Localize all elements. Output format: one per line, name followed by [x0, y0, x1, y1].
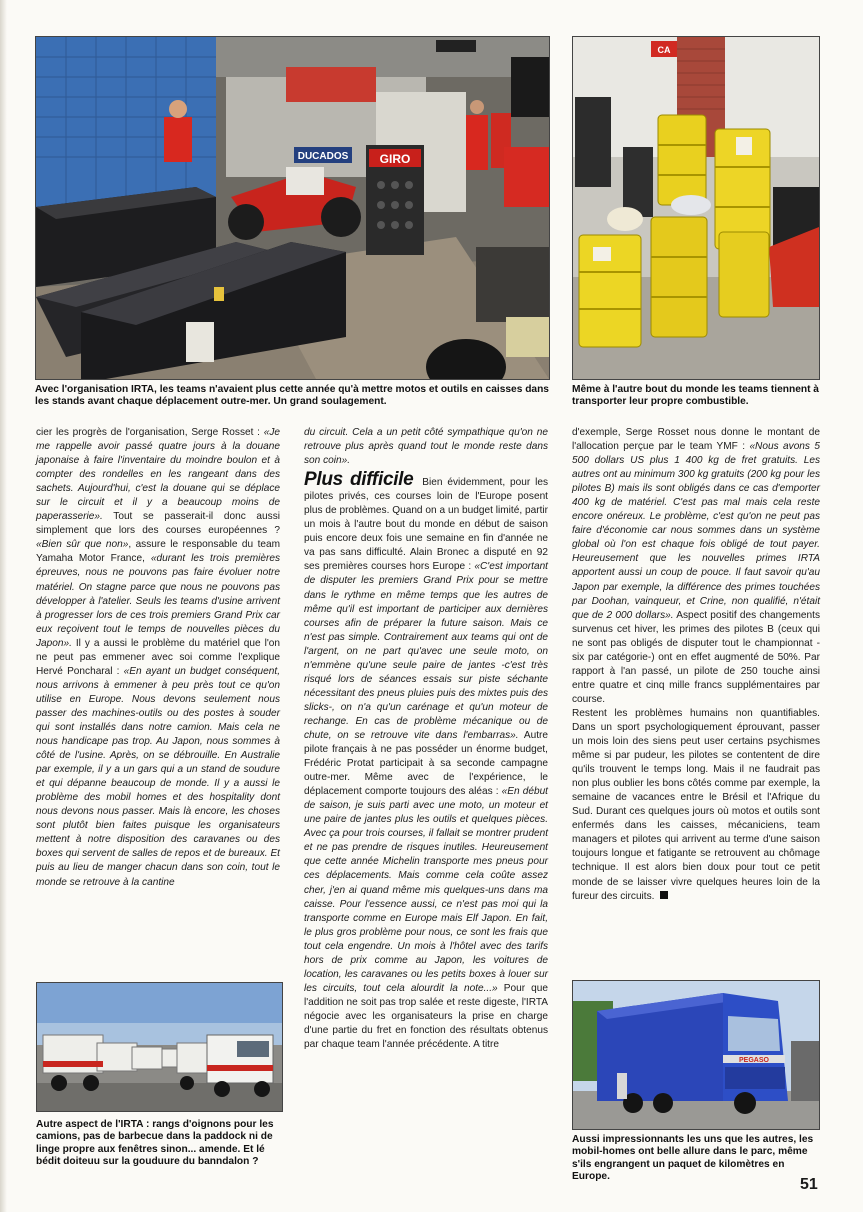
column-3-p2-text: Restent les problèmes humains non quantifiables. Dans un sport psychologiquement éprouvant, passer un mois loin des siens peut user certains psychismes même si par pudeur, les pilotes se contentent de dire qu'ils trouvent le temps long. Mais il ne faudrait pas non plus oublier les bons côtés comme par exemple, la semaine de vacances entre le Brésil et l'Afrique du Sud. Durant ces quelques jours où motos et outils sont enfermés dans les caisses, mécaniciens, team managers et pilotes qui arrivent au terme d'une saison toujours longue et fatigante se retrouvent au chômage technique. Il est alors bien doux pour tout ce petit monde de se laisser vivre quelques heures loin de la fureur des circuits.	[572, 707, 820, 902]
col3-run: d'exemple, Serge Rosset nous donne le montant de l'allocation perçue par le team YMF :	[572, 427, 820, 453]
article-column-1	[36, 426, 280, 890]
col1-run: «Je me rappelle avoir passé quatre jours à la douane japonaise à faire l'inventaire du moindre boulon et à compter des rondelles en les rangeant dans des sachets. Aujourd'hui, c'est la douane qui se déplace sur le circuit et il y a beaucoup moins de paperasserie».	[36, 427, 280, 523]
col3-run: Aspect positif des changements survenus cet hiver, les primes des pilotes B (ceux qui ne sont pas obligés de disputer tout le championnat -six par catégorie-) ont en effet augmenté de 50%. Par rapport à l'an passé, un pilote de 250 touche ainsi entre quatre et cinq mille francs supplémentaires par course.	[572, 609, 820, 705]
garage-photo	[35, 36, 550, 380]
trucks-photo	[36, 982, 283, 1112]
caption-fuel: Même à l'autre bout du monde les teams tiennent à transporter leur propre combustible.	[572, 384, 819, 408]
caption-mobil-homes: Aussi impressionnants les uns que les autres, les mobil-homes ont belle allure dans le parc, même s'ils engrangent un paquet de kilomètres en Europe.	[572, 1134, 814, 1183]
col1-run: , assure le responsable du team Yamaha Motor France,	[36, 539, 281, 565]
ducados-sign: DUCADOS	[297, 151, 349, 162]
giro-sign: GIRO	[379, 152, 411, 166]
col1-run: «durant les trois premières épreuves, nous ne pouvons pas faire évoluer notre matériel. On stagne parce que nous ne pouvons pas développer à l'atelier. Seuls les teams d'usine arrivent à progresser lors de ces trois premiers Grand Prix car eux reçoivent tout le temps de nouvelles pièces du Japon».	[36, 553, 280, 649]
column-3-paragraph-2	[572, 707, 820, 904]
col2-run: Bien évidemment, pour les pilotes privés, ces courses loin de l'Europe posent plus de problèmes. Quand on a un budget limité, partir un mois à l'autre bout du monde en début de saison puis encore deux fois une semaine en fin d'année ne va pas sans difficulté. Alain Bronec a disputé en 92 ses premières courses hors Europe :	[304, 477, 548, 573]
page-edge	[0, 0, 7, 1212]
col3-run: «Nous avons 5 500 dollars US plus 1 400 kg de fret gratuits. Les autres ont au minimum 300 kg gratuits (200 kg pour les pilotes B) mais ils sont obligés dans ce cas d'emporter 400 kg de matériel. C'est pas mal mais cela reste encore onéreux. Le problème, c'est qu'on ne peut pas faire d'économie car nous sommes dans un système global où l'on est chaque fois obligé de tout payer. Heureusement que les nouvelles primes IRTA apportent aussi un coup de pouce. Il faut savoir qu'au Japon par exemple, la différence des primes touchées par Doohan, vainqueur, et Crine, non qualifié, n'était que de 2 000 dollars».	[572, 441, 821, 621]
article-column-3	[572, 426, 820, 904]
ca-sign: CA	[657, 45, 671, 55]
col2-run: «C'est important de disputer les premiers Grand Prix pour se mettre dans le rythme en même temps que les autres de même qu'il est important de participer aux dernières courses afin de préparer la future saison. Mais ce n'est pas simple. Contrairement aux teams qui ont de l'argent, on ne part qu'avec une seule moto, on n'emmène qu'une seule paire de jantes -c'est très risqué lors de séances essais sur piste séchante nécessitant des pneus pluies puis des mixtes puis des slicks-, on n'a qu'un carénage et qu'un moteur de rechange. En cas de problème mécanique ou de chute, on se retrouve vite dans l'embarras».	[304, 561, 548, 741]
fuel-drums-photo	[572, 36, 820, 380]
end-of-article-mark	[660, 891, 668, 899]
col1-run: Tout se passerait-il donc aussi simplement que lors des courses européennes ?	[36, 511, 280, 537]
article-column-2	[304, 426, 548, 1052]
col2-run: «En début de saison, je suis parti avec une moto, un moteur et une paire de jantes plus les outils et quelques pièces. Avec ça pour trois courses, il fallait se montrer prudent et ne pas prendre de risques inutiles. Heureusement que cette année Michelin transporte mes pneus pour ces déplacements. Mais comme cela coûte assez cher, j'en ai quand même mis quelques-uns dans ma caisse. Pour l'essence aussi, ce n'est pas moi qui la transporte comme en Europe mais Elf Japon. En fait, le plus gros problème pour nous, ce sont les frais que tout cela engendre. Un mois à l'hôtel avec des tarifs hors de prix comme au Japon, les voitures de location, les caravanes ou les petits boxes à louer sur les circuits, tout cela alourdit la note...»	[304, 786, 548, 994]
caption-garage: Avec l'organisation IRTA, les teams n'avaient plus cette année qu'à mettre motos et outils en caisses dans les stands avant chaque déplacement outre-mer. Un grand soulagement.	[35, 384, 549, 408]
col1-run: «Bien sûr que non»	[36, 539, 129, 551]
col1-run: cier les progrès de l'organisation, Serge Rosset :	[36, 427, 264, 438]
column-2-intro: du circuit. Cela a un petit côté sympathique qu'on ne retrouve plus après quand tout le monde reste dans son coin».	[304, 427, 548, 467]
subhead-plus-difficile: Plus difficile	[304, 469, 414, 491]
col1-run: «En ayant un budget conséquent, nous arrivons à emmener à peu près tout ce qu'on utilise en Europe. Nous devons seulement nous passer des machines-outils ou des postes à souder qui sont installés dans notre camion. Mais cela ne nous handicape pas trop. Au Japon, nous sommes à côté de l'usine. Après, on se débrouille. En Australie par exemple, il y a un gars qui a un stand de soudure et qui dépanne beaucoup de monde. Il y a aussi le problème des mobil homes et des hospitality dont nous devons nous passer. Mais là encore, les choses sont plutôt bien faites puisque les organisateurs mettent à notre disposition des caravanes ou des boxes qui servent de salles de repos et de bureaux. Et puis au lieu de manger chacun dans son coin, tout le monde se retrouve à la cantine	[36, 665, 280, 888]
mobil-home-photo	[572, 980, 820, 1130]
column-1-text	[36, 426, 280, 890]
page-number: 51	[800, 1176, 818, 1193]
col2-run: Pour que l'addition ne soit pas trop salée et reste digeste, l'IRTA négocie avec les organisateurs la prise en charge d'une partie du fret en fonction des résultats obtenus par chaque team l'année précédente. A titre	[304, 982, 548, 1051]
caption-trucks: Autre aspect de l'IRTA : rangs d'oignons pour les camions, pas de barbecue dans la paddock ni de linge propre aux fenêtres sinon... amende. Et lé bédit doiteuu sur la gouduure du banndalon ?	[36, 1119, 274, 1168]
col2-run: Autre pilote français à ne pas posséder un énorme budget, Frédéric Protat participait à sa seconde campagne outre-mer. Même avec de l'expérience, le déplacement comporte toujours des aléas :	[304, 729, 548, 798]
pegaso-badge: PEGASO	[739, 1057, 769, 1064]
column-2-body	[304, 469, 548, 1052]
col1-run: Il y a aussi le problème du matériel que l'on ne peut pas emmener avec soi comme l'explique Hervé Poncharal :	[36, 637, 280, 677]
column-3-text	[572, 426, 820, 707]
